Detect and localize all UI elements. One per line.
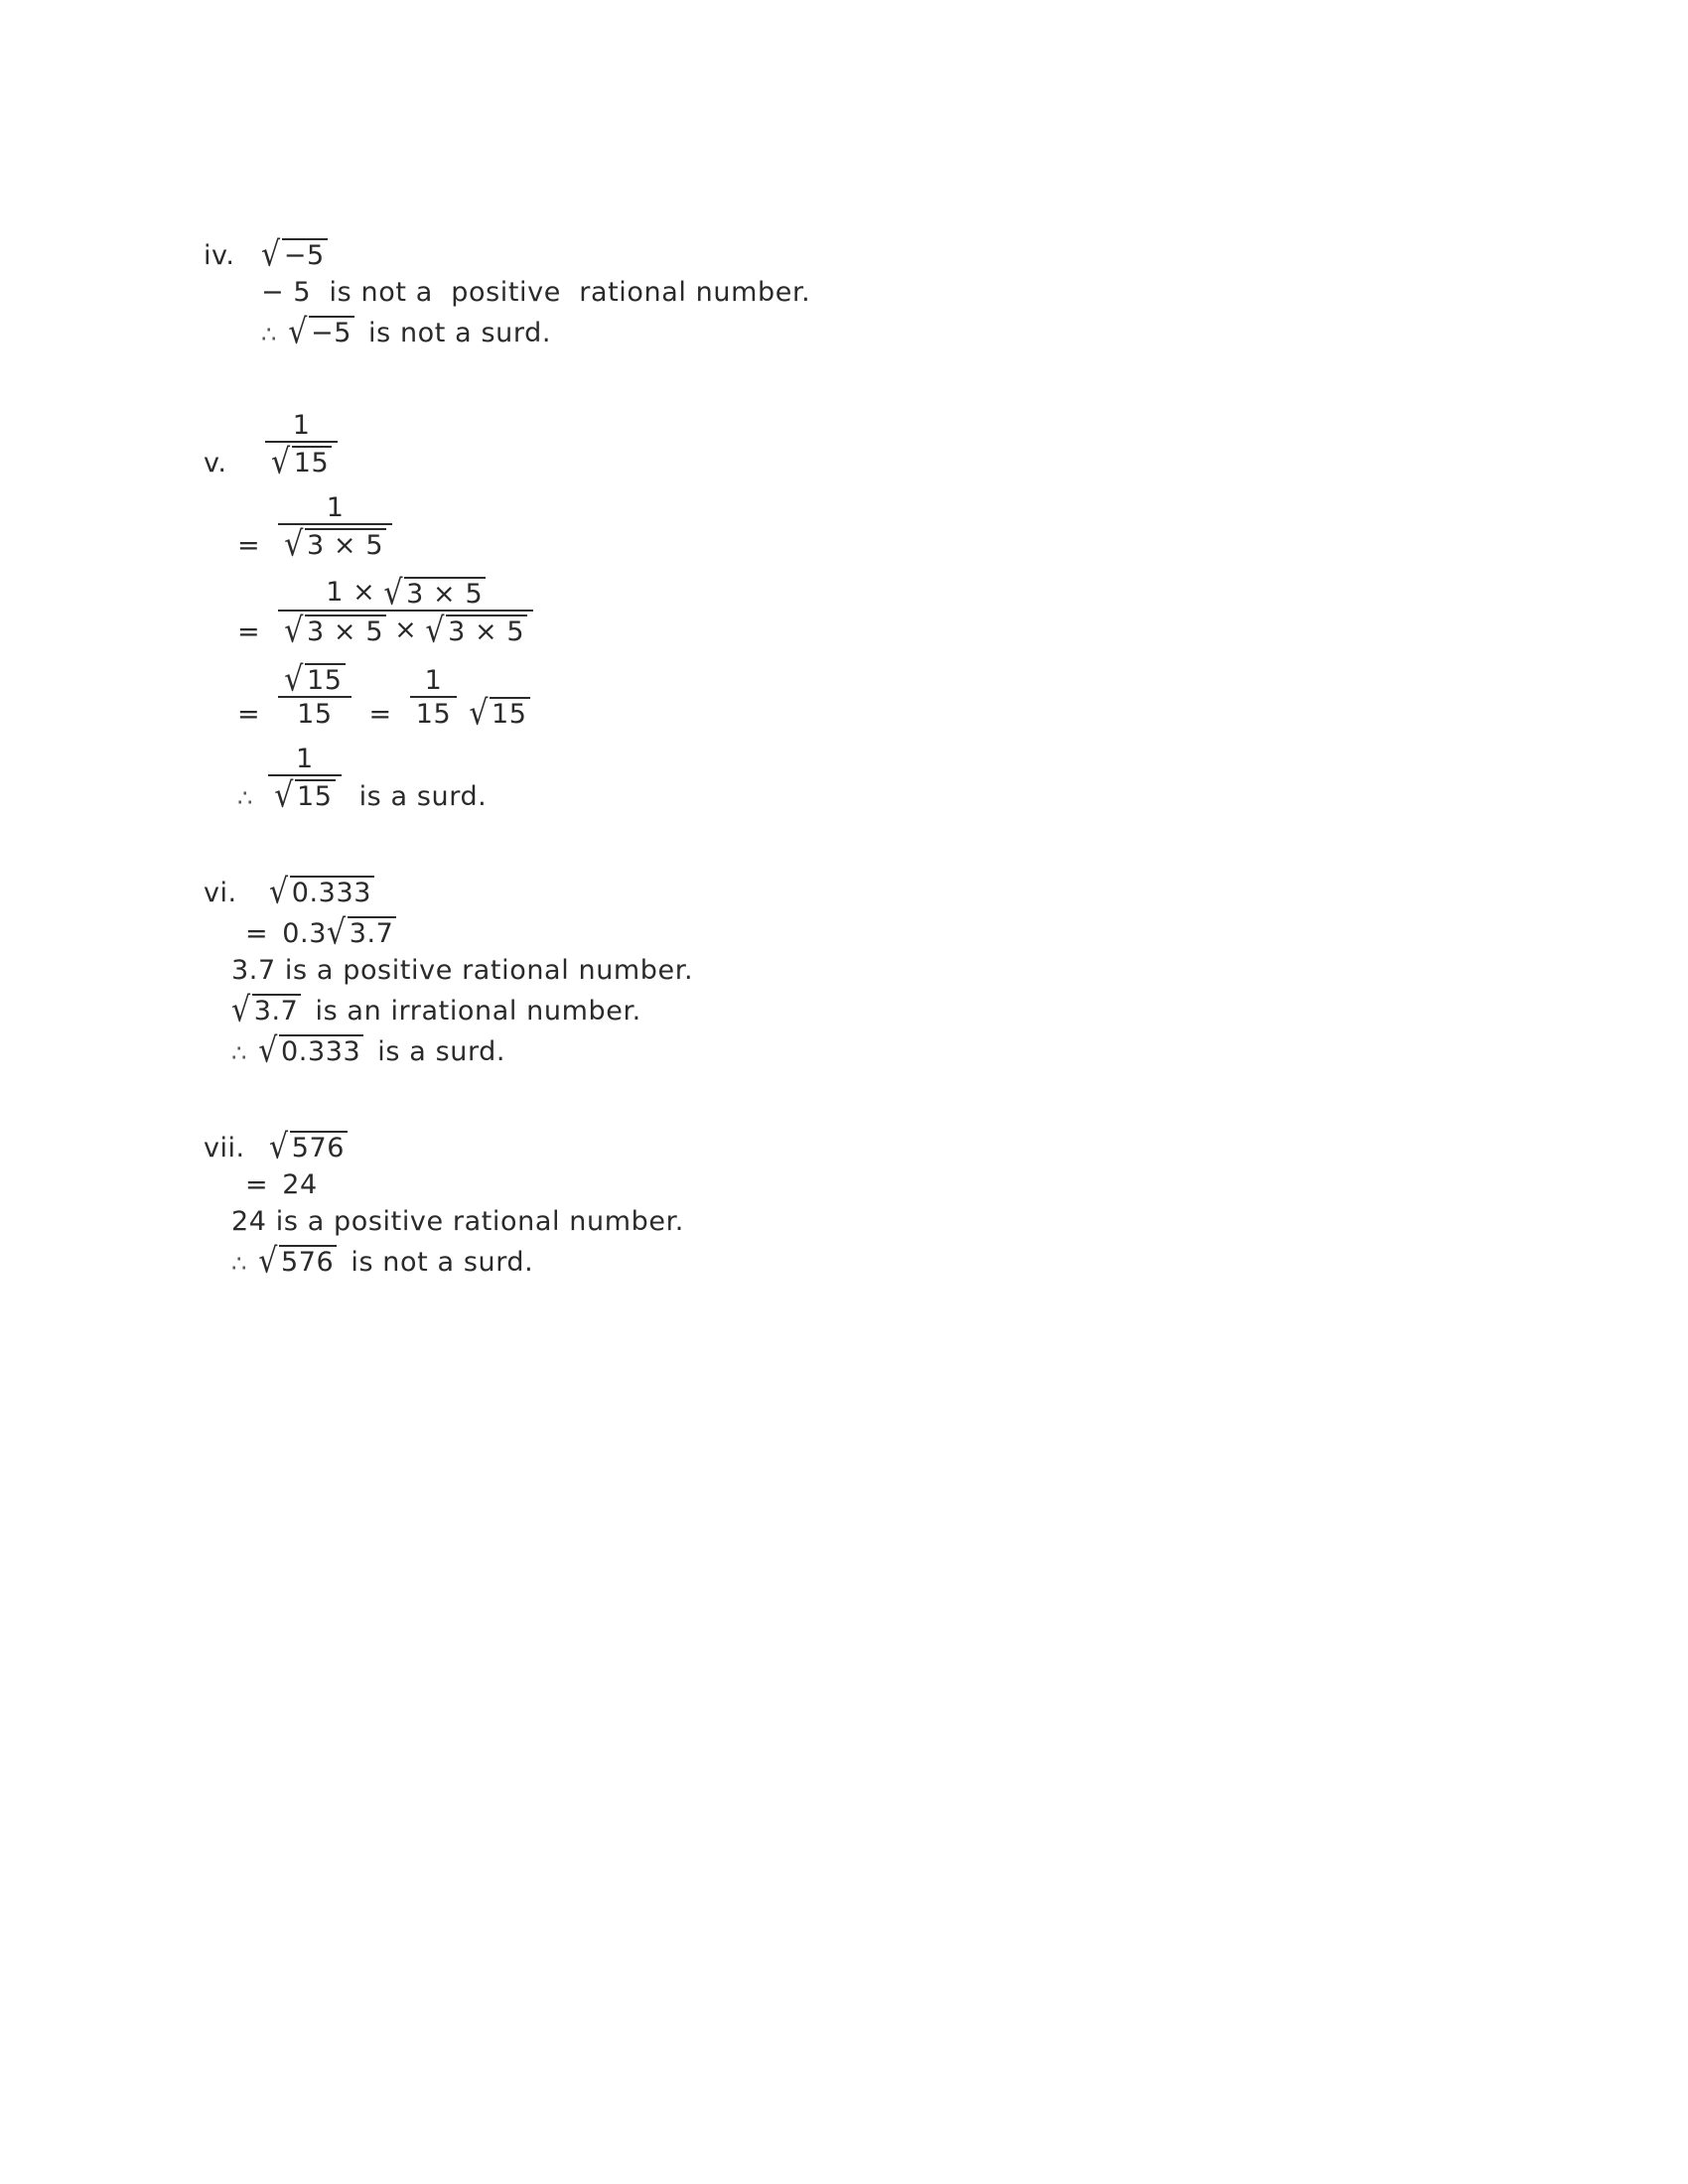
numerator	[320, 573, 492, 614]
numerator: 1	[296, 744, 314, 774]
equals-sign: =	[237, 616, 261, 647]
item-vi-line-3	[204, 990, 1494, 1030]
fraction-rationalized	[278, 573, 533, 651]
conclusion-text: is a surd.	[377, 1036, 506, 1067]
numerator	[278, 659, 351, 700]
line-gap	[204, 738, 1494, 746]
coefficient: 0.3	[282, 918, 327, 949]
solution-item-iv	[204, 234, 1494, 352]
radical-icon: √	[231, 990, 251, 1030]
item-v-step-2	[204, 573, 1494, 651]
item-vi-heading	[204, 872, 1494, 912]
item-vi-line-2	[204, 957, 1494, 984]
item-iv-heading	[204, 234, 1494, 275]
radical-icon: √	[326, 912, 347, 953]
item-iv-conclusion	[204, 312, 1494, 352]
statement-text: − 5 is not a positive rational number.	[261, 277, 811, 308]
radical-icon: √	[258, 1241, 278, 1282]
item-v-heading	[204, 410, 1494, 482]
line-gap	[204, 655, 1494, 663]
radical-icon: √	[269, 1127, 289, 1167]
section-gap	[204, 1111, 1494, 1131]
sqrt-3-times-5	[383, 573, 486, 614]
item-v-step-3	[204, 659, 1494, 734]
therefore-icon: ∴	[231, 1250, 247, 1278]
conclusion-text: is not a surd.	[351, 1247, 534, 1278]
denominator: 15	[297, 699, 333, 730]
result-value: 24	[282, 1169, 318, 1200]
item-vii-heading	[204, 1127, 1494, 1167]
radicand-value: −5	[282, 238, 328, 269]
radicand-value: 0.333	[290, 876, 374, 906]
radicand-value: 15	[295, 779, 336, 810]
sqrt-576	[269, 1127, 348, 1167]
sqrt-15	[274, 775, 335, 816]
radical-icon: √	[288, 312, 308, 352]
radicand-value: 0.333	[279, 1034, 363, 1065]
radical-icon: √	[269, 872, 289, 912]
sqrt-3-times-5-b	[425, 611, 527, 651]
radical-icon: √	[284, 611, 304, 651]
radicand-value: 15	[305, 663, 346, 694]
sqrt-3-times-5	[284, 524, 386, 565]
sqrt-3-7	[326, 912, 396, 953]
equals-sign-2: =	[368, 699, 392, 730]
radical-icon: √	[284, 659, 304, 700]
fraction-one-over-sqrt15	[265, 410, 338, 482]
item-vii-line-1	[204, 1171, 1494, 1198]
radical-icon: √	[383, 573, 404, 614]
solution-item-vii	[204, 1127, 1494, 1282]
numerator: 1	[292, 410, 311, 441]
equals-sign: =	[245, 1169, 269, 1200]
radical-icon: √	[274, 775, 294, 816]
item-vii-conclusion	[204, 1241, 1494, 1282]
sqrt-576-concl	[258, 1241, 337, 1282]
line-gap	[204, 486, 1494, 494]
sqrt-3-7	[231, 990, 301, 1030]
item-marker-v: v.	[204, 448, 227, 478]
radicand-value: 15	[490, 697, 530, 728]
radicand-value: 3 × 5	[404, 577, 486, 608]
radical-icon: √	[284, 524, 304, 565]
denominator	[265, 442, 338, 482]
therefore-icon: ∴	[261, 321, 277, 348]
statement-text: is an irrational number.	[315, 996, 641, 1026]
fraction-one-over-sqrt3x5	[278, 492, 392, 565]
solution-item-vi	[204, 872, 1494, 1071]
radicand-value: 3 × 5	[305, 614, 386, 645]
therefore-icon: ∴	[231, 1039, 247, 1067]
radicand-value: 576	[279, 1245, 337, 1276]
sqrt-0-333-concl	[258, 1030, 363, 1071]
item-marker-vi: vi.	[204, 878, 237, 908]
radicand-value: 3 × 5	[446, 614, 527, 645]
numerator: 1	[424, 665, 443, 696]
item-vi-line-1	[204, 912, 1494, 953]
fraction-one-over-sqrt15-concl	[268, 744, 341, 816]
radical-icon: √	[271, 442, 291, 482]
equals-sign: =	[245, 918, 269, 949]
sqrt-0-333	[269, 872, 374, 912]
item-marker-iv: iv.	[204, 240, 235, 271]
radical-icon: √	[258, 1030, 278, 1071]
sqrt-15	[284, 659, 345, 700]
radical-icon: √	[425, 611, 446, 651]
fraction-sqrt15-over-15	[278, 659, 351, 730]
sqrt-15	[271, 442, 332, 482]
conclusion-text: is a surd.	[358, 781, 488, 812]
sqrt-neg-5-concl	[288, 312, 354, 352]
radicand-value: 15	[292, 446, 333, 477]
conclusion-text: is not a surd.	[368, 318, 552, 348]
section-gap	[204, 856, 1494, 876]
radicand-value: 3.7	[348, 916, 397, 947]
section-gap	[204, 392, 1494, 412]
therefore-icon: ∴	[237, 784, 253, 812]
denominator	[278, 524, 392, 565]
radical-icon: √	[261, 234, 281, 275]
equals-sign: =	[237, 699, 261, 730]
denominator	[268, 775, 341, 816]
radicand-value: 576	[290, 1131, 348, 1161]
radicand-value: 3 × 5	[305, 528, 386, 559]
radicand-value: −5	[309, 316, 354, 346]
solution-content	[204, 234, 1494, 1321]
multiplication-sign: ×	[394, 614, 418, 645]
item-v-step-1	[204, 492, 1494, 565]
denominator: 15	[415, 699, 452, 730]
item-iv-line-1	[204, 279, 1494, 306]
solution-item-v	[204, 410, 1494, 816]
statement-text: 24 is a positive rational number.	[231, 1206, 684, 1237]
sqrt-neg-5	[261, 234, 328, 275]
denominator	[278, 611, 533, 651]
item-vi-conclusion	[204, 1030, 1494, 1071]
radicand-value: 3.7	[252, 994, 302, 1024]
fraction-one-over-15	[410, 667, 458, 728]
item-v-conclusion	[204, 744, 1494, 816]
radical-icon: √	[469, 693, 490, 734]
statement-text: 3.7 is a positive rational number.	[231, 955, 694, 986]
item-vii-line-2	[204, 1208, 1494, 1235]
numerator-prefix: 1 ×	[326, 577, 376, 608]
sqrt-3-times-5-a	[284, 611, 386, 651]
item-marker-vii: vii.	[204, 1133, 245, 1163]
sqrt-15-trailing	[469, 693, 529, 734]
numerator: 1	[326, 492, 345, 523]
equals-sign: =	[237, 530, 261, 561]
